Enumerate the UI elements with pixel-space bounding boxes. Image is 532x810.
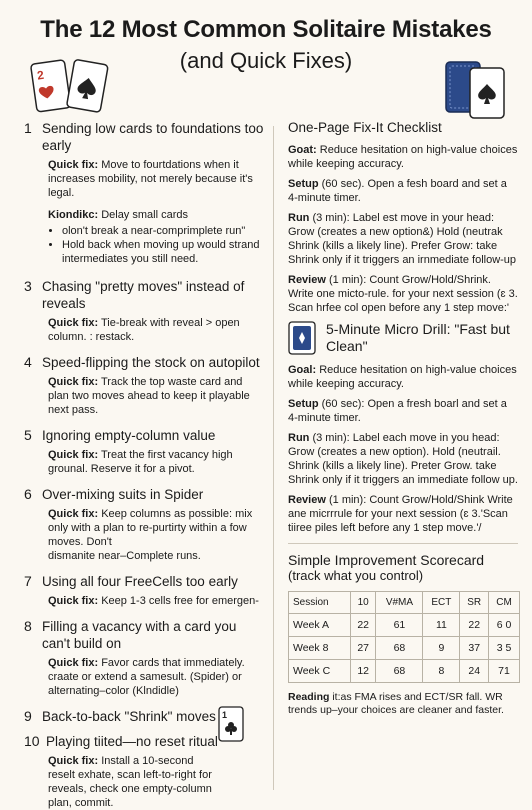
svg-text:2: 2	[36, 67, 45, 83]
table-cell: 37	[460, 637, 489, 660]
mistake-item	[24, 573, 266, 608]
table-header-row	[289, 592, 520, 614]
quick-fix: Quick fix: Favor cards that immediately. craate or extend a samesult. (Spider) or alternating–color (Klndidle)	[48, 657, 245, 697]
mistake-number: 10	[24, 733, 40, 749]
quick-fix: Quick fix: Treat the first vacancy high grounal. Reserve it for a pivot.	[48, 449, 233, 475]
table-cell: 71	[489, 660, 520, 683]
mistake-title: Over-mixing suits in Spider	[42, 487, 204, 502]
mistake-title: Filling a vacancy with a card you can't build on	[42, 619, 237, 651]
column-header: CM	[489, 592, 520, 614]
table-cell: 8	[423, 660, 460, 683]
table-cell: 22	[350, 614, 376, 637]
quick-fix: Quick fix: Tie-break with reveal > open column. : restack.	[48, 317, 240, 343]
mistake-title: Back-to-back "Shrink" moves	[42, 709, 216, 724]
mistake-item	[24, 618, 266, 698]
mistake-title: Chasing "pretty moves" instead of reveals	[42, 279, 245, 311]
drill-step: Run (3 min): Label each move in you head: Grow (creates a new option). Hold (neutrail. Shrink (kills a likely line). Preter Grow. take Shrink only if it triggers an immediate follow up.	[288, 432, 518, 486]
drill-header	[288, 321, 518, 355]
column-divider	[273, 126, 274, 790]
scorecard-table	[288, 591, 520, 683]
table-cell: 61	[376, 614, 423, 637]
mistake-item	[24, 733, 266, 810]
quick-fix: Quick fix: Keep columns as possible: mix only with a plan to re-purtirty within a fow moves. Don't	[48, 508, 253, 548]
mistake-item	[24, 427, 266, 476]
column-header: V#MA	[376, 592, 423, 614]
table-cell: 3 5	[489, 637, 520, 660]
quick-fix: Quick fix: Keep 1-3 cells free for emergen-	[48, 595, 259, 607]
table-cell: 27	[350, 637, 376, 660]
checklist-step: Setup (60 sec). Open a fesh board and set a 4-minute timer.	[288, 178, 507, 204]
column-header: SR	[460, 592, 489, 614]
card-back-icon	[444, 58, 506, 120]
scorecard-title: Simple Improvement Scorecard	[288, 552, 485, 568]
mistake-number: 4	[24, 354, 32, 370]
drill-step: Review (1 min): Count Grow/Hold/Shink Write ane micrrrule for your next session (ɛ 3.'Scan tiiree piles left before any 1 step move.'/	[288, 494, 513, 534]
mistake-title: Playing tiited—no reset ritual	[46, 734, 218, 749]
fix-note: Kiondikc: Delay small cards	[48, 209, 188, 221]
mistake-number: 7	[24, 573, 32, 589]
drill-step: Setup (60 sec): Open a fresh boarl and set a 4-minute timer.	[288, 398, 507, 424]
mistake-item	[24, 486, 266, 563]
table-cell: Week 8	[289, 637, 351, 660]
column-header: ECT	[423, 592, 460, 614]
list-item: • Hold back when moving up would strand intermediates you still need.	[62, 238, 266, 266]
column-header: 10	[350, 592, 376, 614]
list-item: • olon't break a near-comprimplete run"	[62, 224, 266, 238]
mistake-title: Sending low cards to foundations too early	[42, 121, 264, 153]
mistake-number: 1	[24, 120, 32, 136]
table-cell: Week C	[289, 660, 351, 683]
mistake-number: 8	[24, 618, 32, 634]
table-cell: 11	[423, 614, 460, 637]
table-cell: 68	[376, 637, 423, 660]
drill-step: Goal: Reduce hesitation on high-value choices while keeping accuracy.	[288, 364, 517, 390]
mistake-title: Speed-flipping the stock on autopilot	[42, 355, 260, 370]
quick-fix: Quick fix: Install a 10-second reselt exhate, scan left-to-right for reveals, check one empty-column plan, commit.	[48, 755, 212, 809]
table-row	[289, 637, 520, 660]
svg-text:1: 1	[222, 710, 228, 720]
table-row	[289, 614, 520, 637]
table-cell: Week A	[289, 614, 351, 637]
checklist-step: Run (3 min): Label est move in your head: Grow (creates a new option&) Hold (neutrak Shrink (kills a likely line). Prefer Grow: take Shrink only if it triggers an irnmediate follow-up	[288, 212, 517, 266]
playing-cards-icon	[30, 54, 110, 118]
drill-title: 5-Minute Micro Drill: "Fast but Clean"	[326, 321, 510, 354]
section-divider	[288, 543, 518, 544]
mistake-number: 3	[24, 278, 32, 294]
mistake-item	[24, 354, 266, 417]
quick-fix: Quick fix: Move to fourtdations when it increases mobility, not merely because it's legal.	[48, 159, 253, 199]
page-title: The 12 Most Common Solitaire Mistakes	[40, 16, 492, 43]
table-cell: 22	[460, 614, 489, 637]
table-cell: 68	[376, 660, 423, 683]
club-card-icon	[218, 706, 244, 742]
fix-bullets	[48, 224, 266, 266]
right-column	[288, 120, 518, 717]
mistake-item	[24, 278, 266, 344]
quick-fix: Quick fix: Track the top waste card and plan two moves ahead to keep it playable next pass.	[48, 376, 250, 416]
table-cell: 6 0	[489, 614, 520, 637]
mistake-title: Ignoring empty-column value	[42, 428, 216, 443]
quick-fix-continued: dismanite near–Complete runs.	[48, 550, 201, 562]
mistake-item	[24, 120, 266, 266]
mistake-number: 5	[24, 427, 32, 443]
table-cell: 12	[350, 660, 376, 683]
checklist-step: Review (1 min): Count Grow/Hold/Shrink. Write one micto-rule. for your next session (ɛ 3. Scan hrfee col open before any 1 step move:'	[288, 274, 518, 314]
column-header: Session	[289, 592, 351, 614]
scorecard-subtitle: (track what you control)	[288, 568, 424, 583]
table-cell: 9	[423, 637, 460, 660]
scorecard-reading: Reading it:as FMA rises and ECT/SR fall. WR trends up–your choices are cleaner and faster.	[288, 691, 504, 716]
table-row	[289, 660, 520, 683]
mistake-title: Using all four FreeCells too early	[42, 574, 238, 589]
blue-card-icon	[288, 321, 316, 355]
checklist-title: One-Page Fix-It Checklist	[288, 120, 442, 135]
page-subtitle: (and Quick Fixes)	[179, 48, 353, 73]
mistake-number: 6	[24, 486, 32, 502]
table-cell: 24	[460, 660, 489, 683]
mistake-number: 9	[24, 708, 32, 724]
checklist-step: Goat: Reduce hesitation on high-value choices while keeping accuracy.	[288, 144, 518, 170]
